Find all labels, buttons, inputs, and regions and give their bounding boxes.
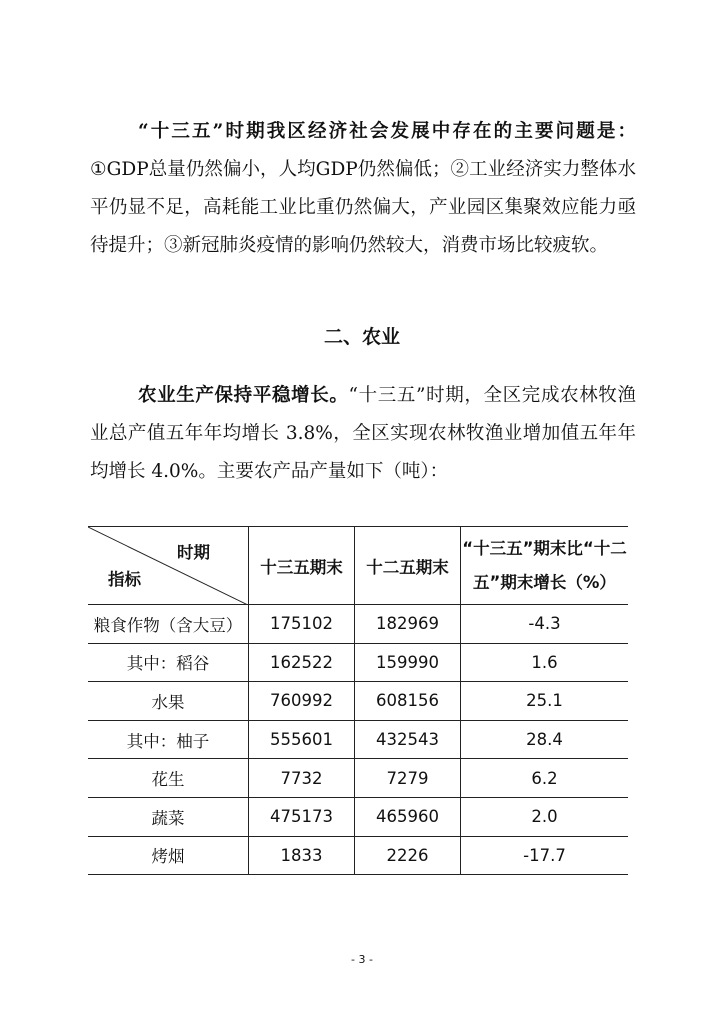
table-row <box>88 682 628 721</box>
diagonal-header-cell <box>88 527 249 605</box>
paragraph-problems-lead: “十三五”时期我区经济社会发展中存在的主要问题是： <box>138 121 636 142</box>
row-value-13th: 475173 <box>249 797 355 836</box>
table-header-row <box>88 527 628 605</box>
header-13th-end: 十三五期末 <box>249 527 355 605</box>
table-row <box>88 836 628 875</box>
row-name: 水果 <box>88 682 249 721</box>
row-growth: -17.7 <box>461 836 629 875</box>
row-growth: 1.6 <box>461 643 629 682</box>
row-value-13th: 1833 <box>249 836 355 875</box>
row-value-12th: 182969 <box>355 605 461 644</box>
row-name: 其中：柚子 <box>88 720 249 759</box>
table-row <box>88 605 628 644</box>
row-growth: 2.0 <box>461 797 629 836</box>
row-value-13th: 7732 <box>249 759 355 798</box>
header-growth: “十三五”期末比“十二五”期末增长（%） <box>461 527 629 605</box>
row-name: 烤烟 <box>88 836 249 875</box>
table-row <box>88 720 628 759</box>
row-name: 花生 <box>88 759 249 798</box>
row-value-12th: 7279 <box>355 759 461 798</box>
row-growth: 25.1 <box>461 682 629 721</box>
header-period: 时期 <box>177 543 210 562</box>
header-12th-end: 十二五期末 <box>355 527 461 605</box>
agri-output-table <box>88 526 628 875</box>
row-name: 粮食作物（含大豆） <box>88 605 249 644</box>
table-row <box>88 643 628 682</box>
row-name: 蔬菜 <box>88 797 249 836</box>
paragraph-agriculture-body: “十三五”时期，全区完成农林牧渔业总产值五年年均增长 3.8%，全区实现农林牧渔业增加值五年年均增长 4.0%。主要农产品产量如下（吨）： <box>90 385 636 482</box>
row-growth: 28.4 <box>461 720 629 759</box>
row-value-12th: 608156 <box>355 682 461 721</box>
section-heading-agriculture: 二、农业 <box>323 326 400 348</box>
row-growth: 6.2 <box>461 759 629 798</box>
paragraph-agriculture-lead: 农业生产保持平稳增长。 <box>138 385 349 406</box>
paragraph-agriculture <box>90 377 636 491</box>
header-indicator: 指标 <box>108 570 141 589</box>
row-growth: -4.3 <box>461 605 629 644</box>
row-value-13th: 760992 <box>249 682 355 721</box>
table-row <box>88 759 628 798</box>
row-value-13th: 175102 <box>249 605 355 644</box>
row-value-12th: 2226 <box>355 836 461 875</box>
paragraph-problems <box>90 113 636 265</box>
paragraph-problems-body: ①GDP总量仍然偏小，人均GDP仍然偏低；②工业经济实力整体水平仍显不足，高耗能工业比重仍然偏大，产业园区集聚效应能力亟待提升；③新冠肺炎疫情的影响仍然较大，消费市场比较疲软。 <box>90 159 636 256</box>
row-value-12th: 159990 <box>355 643 461 682</box>
row-value-13th: 555601 <box>249 720 355 759</box>
page-number: - 3 - <box>351 953 373 966</box>
row-name: 其中：稻谷 <box>88 643 249 682</box>
table-row <box>88 797 628 836</box>
row-value-12th: 432543 <box>355 720 461 759</box>
row-value-12th: 465960 <box>355 797 461 836</box>
row-value-13th: 162522 <box>249 643 355 682</box>
